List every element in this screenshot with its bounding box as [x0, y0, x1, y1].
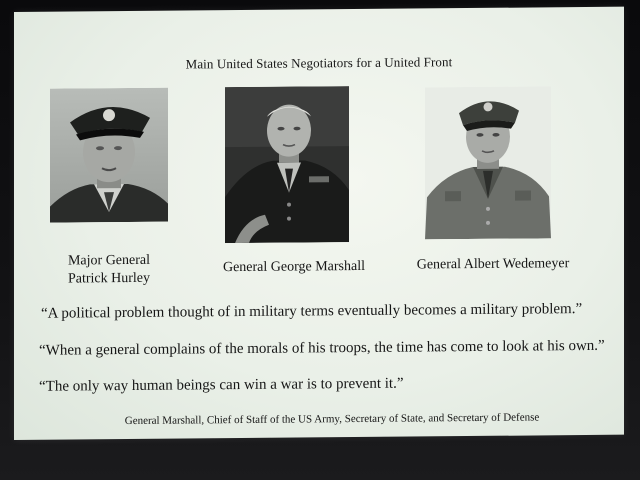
caption-albert-wedemeyer: General Albert Wedemeyer — [416, 256, 570, 273]
caption-patrick-hurley — [34, 252, 184, 289]
portrait-patrick-hurley — [50, 88, 168, 223]
portrait-albert-wedemeyer — [425, 86, 551, 239]
attribution-caption: General Marshall, Chief of Staff of the US Army, Secretary of State, and Secretary of Defense — [124, 411, 540, 428]
presentation-slide — [14, 7, 624, 440]
portrait-george-marshall — [225, 86, 349, 243]
quote-morals-of-troops: “When a general complains of the morals of his troops, the time has come to look at his own.” — [39, 337, 605, 359]
caption-george-marshall: General George Marshall — [222, 258, 366, 276]
caption-hurley-rank: Major General — [67, 252, 151, 269]
quote-prevent-war: “The only way human beings can win a war is to prevent it.” — [39, 375, 404, 395]
caption-hurley-name: Patrick Hurley — [67, 270, 151, 287]
slide-title: Main United States Negotiators for a United Front — [185, 54, 453, 72]
quote-political-problem: “A political problem thought of in military terms eventually becomes a military problem.” — [41, 301, 583, 322]
